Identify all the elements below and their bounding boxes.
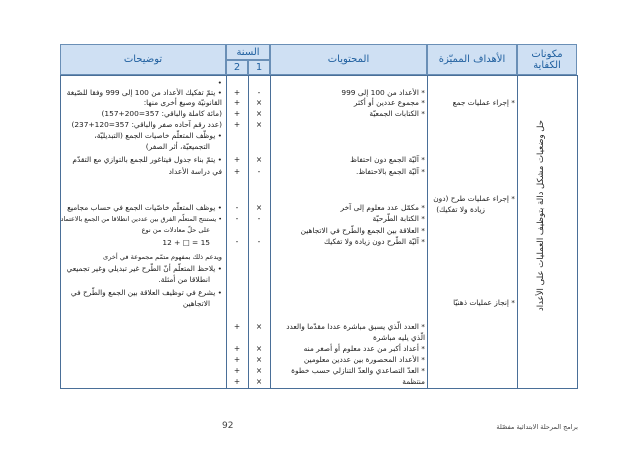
table-line-right (577, 75, 578, 389)
table-line-objectives (427, 75, 428, 389)
note-line: • يتمّ بناء جدول فيتاغور للجمع بالتوازي مع التقدّم (72, 155, 222, 164)
note-line: • يوظّف المتعلّم خاصيات الجمع (التبديليّة، (94, 131, 222, 140)
note-line: • (217, 78, 222, 87)
note-line: • يشرع في توظيف العلاقة بين الجمع والطّرح في (70, 288, 222, 297)
header-notes-text: توضيحات (123, 54, 163, 65)
content-item: * مجموع عددين أو أكثر (353, 98, 425, 107)
year1-mark: × (255, 366, 263, 375)
header-objectives (427, 44, 517, 75)
year1-mark: - (257, 214, 261, 223)
table-line-contents (270, 75, 271, 389)
content-item: * العدد الّذي يسبق مباشرة عددا مقدّما والعدد (286, 322, 425, 331)
note-line: (عدد رقم آحاده صفر والباقي: 357=120+237) (71, 120, 222, 129)
header-year-text: السنة (236, 46, 260, 58)
footer-caption: برامج المرحلة الابتدائية مفصّلة (496, 423, 578, 431)
header-components (517, 44, 577, 75)
year1-mark: - (257, 167, 261, 176)
year1-mark: - (257, 88, 261, 97)
note-line: على حلّ معادلات من نوع (141, 226, 210, 234)
content-item: * آليّة الجمع دون احتفاظ (350, 155, 425, 164)
objective-mental: * إنجاز عمليات ذهنيّا (453, 298, 515, 307)
year2-mark: + (233, 355, 241, 364)
year2-mark: - (235, 237, 239, 246)
header-year (226, 44, 270, 60)
content-item: * مكمّل عدد معلوم إلى آخر (340, 203, 425, 212)
header-year-2 (226, 60, 248, 75)
note-line: • يتمّ تفكيك الأعداد من 100 إلى 999 وفقا للصّيغة (66, 88, 222, 97)
content-item: الّذي يليه مباشرة (373, 333, 425, 342)
header-components-text: مكونات الكفاية (531, 48, 563, 71)
year1-mark: × (255, 355, 263, 364)
note-line: ويدعم ذلك بمفهوم متمّم مجموعة في أخرى (103, 253, 222, 261)
year1-mark: - (257, 237, 261, 246)
header-notes (60, 44, 226, 75)
year1-mark: × (255, 120, 263, 129)
header-year-2-text: 2 (233, 62, 241, 73)
page-number: 92 (222, 421, 234, 431)
header-objectives-text: الأهداف المميّزة (438, 54, 506, 65)
note-line: • يوظف المتعلّم خاصّيات الجمع في حساب مجاميع (67, 203, 222, 212)
year2-mark: + (233, 98, 241, 107)
year1-mark: × (255, 377, 263, 386)
year2-mark: + (233, 155, 241, 164)
year2-mark: + (233, 377, 241, 386)
year2-mark: + (233, 344, 241, 353)
table-line-year2 (226, 75, 227, 389)
competency-text: حل وضعيات مشكل دالة بتوظيف العمليات على الأعداد (536, 120, 546, 311)
year2-mark: - (235, 203, 239, 212)
content-item: * العلاقة بين الجمع والطّرح في الاتجاهين (300, 226, 425, 235)
year1-mark: × (255, 109, 263, 118)
year1-mark: × (255, 203, 263, 212)
note-line: في دراسة الأعداد (168, 167, 222, 176)
content-item: * آليّة الجمع بالاحتفاظ. (355, 167, 425, 176)
year1-mark: × (255, 322, 263, 331)
note-line: انطلاقا من أمثلة. (158, 275, 210, 284)
year1-mark: × (255, 155, 263, 164)
table-line-bottom (60, 388, 577, 389)
note-line: • يلاحظ المتعلّم أنّ الطّرح غير تبديلي وغير تجميعي (66, 264, 222, 273)
year2-mark: + (233, 167, 241, 176)
year2-mark: + (233, 322, 241, 331)
year2-mark: + (233, 88, 241, 97)
content-item: * الأعداد من 100 إلى 999 (341, 88, 425, 97)
year2-mark: - (235, 214, 239, 223)
note-line: الاتجاهين (182, 299, 210, 308)
equation-line: 12 + □ = 15 (162, 238, 210, 247)
table-line-top (60, 75, 577, 76)
header-year-1 (248, 60, 270, 75)
header-contents-text: المحتويات (327, 54, 370, 65)
note-line: • يستنتج المتعلّم الفرق بين عددين انطلاقا من الجمع بالاعتماد (60, 215, 222, 223)
content-item: * أعداد أكبر من عدد معلوم أو أصغر منه (303, 344, 425, 353)
note-line: (مائة كاملة والباقي: 357=200+157) (101, 109, 222, 118)
note-line: القانونيّة وصيغ أخرى منها: (143, 98, 222, 107)
note-line: التجميعيّة، أثر الصفر) (145, 142, 210, 151)
table-line-components (517, 75, 518, 389)
content-item: * الأعداد المحصورة بين عددين معلومين (303, 355, 425, 364)
header-contents (270, 44, 427, 75)
year2-mark: + (233, 120, 241, 129)
year2-mark: + (233, 366, 241, 375)
content-item: * الكتابات الجمعيّة (369, 109, 425, 118)
header-year-1-text: 1 (255, 62, 263, 73)
content-item: * العدّ التصاعدي والعدّ التنازلي حسب خطوة (291, 366, 425, 375)
year2-mark: + (233, 109, 241, 118)
objective-subtraction: * إجراء عمليات طرح (دون (433, 194, 515, 203)
content-item: * الكتابة الطّرحيّة (372, 214, 425, 223)
content-item: * آليّة الطّرح دون زيادة ولا تفكيك (324, 237, 425, 246)
year1-mark: × (255, 344, 263, 353)
table-line-year1 (248, 75, 249, 389)
content-item: منتظمة (402, 377, 425, 386)
objective-addition: * إجراء عمليات جمع (452, 98, 515, 107)
year1-mark: × (255, 98, 263, 107)
objective-subtraction-cont: زيادة ولا تفكيك) (436, 205, 485, 214)
table-line-left (60, 75, 61, 389)
